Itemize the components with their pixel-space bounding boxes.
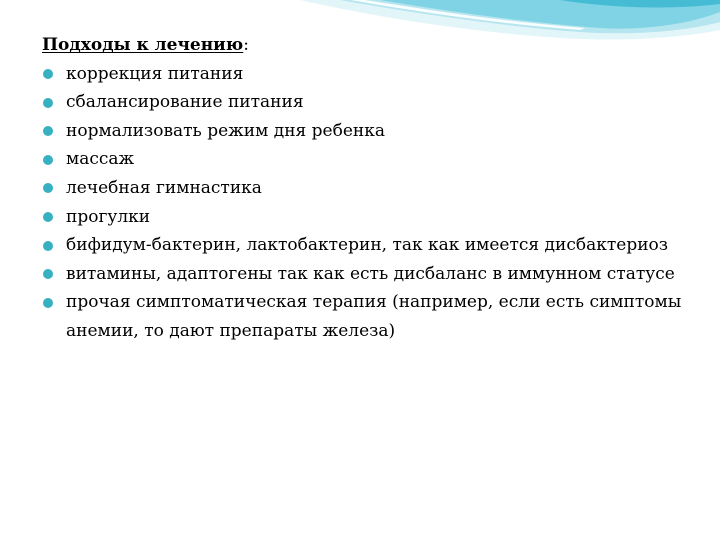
list-item — [42, 174, 702, 203]
list-item-text: лечебная гимнастика — [66, 177, 262, 198]
bullet-dot-icon — [43, 241, 53, 251]
list-item-text: нормализовать режим дня ребенка — [66, 120, 386, 141]
list-item — [42, 88, 702, 117]
list-item — [42, 231, 702, 260]
bullet-dot-icon — [43, 155, 53, 165]
bullet-dot-icon — [43, 69, 53, 79]
list-item-text: прогулки — [66, 206, 151, 227]
bullet-dot-icon — [43, 269, 53, 279]
list-item — [42, 117, 702, 146]
bullet-dot-icon — [43, 98, 53, 108]
bullet-dot-icon — [43, 298, 53, 308]
list-item-text: прочая симптоматическая терапия (например, если есть симптомы анемии, то дают препараты железа) — [66, 292, 682, 341]
bullet-dot-icon — [43, 126, 53, 136]
list-item — [42, 203, 702, 232]
list-item-text: сбалансирование питания — [66, 92, 304, 113]
list-item — [42, 60, 702, 89]
treatment-list — [42, 60, 702, 346]
list-item-text: бифидум-бактерин, лактобактерин, так как имеется дисбактериоз — [66, 235, 669, 256]
heading-colon: : — [243, 35, 249, 55]
list-item-text: массаж — [66, 149, 135, 170]
list-item — [42, 145, 702, 174]
bullet-dot-icon — [43, 212, 53, 222]
bullet-dot-icon — [43, 183, 53, 193]
list-item — [42, 288, 702, 345]
list-item-text: витамины, адаптогены так как есть дисбаланс в иммунном статусе — [66, 263, 675, 284]
list-item — [42, 260, 702, 289]
heading-title: Подходы к лечению — [42, 35, 244, 55]
list-item-text: коррекция питания — [66, 63, 244, 84]
section-heading — [42, 31, 702, 60]
content-area — [42, 31, 702, 346]
